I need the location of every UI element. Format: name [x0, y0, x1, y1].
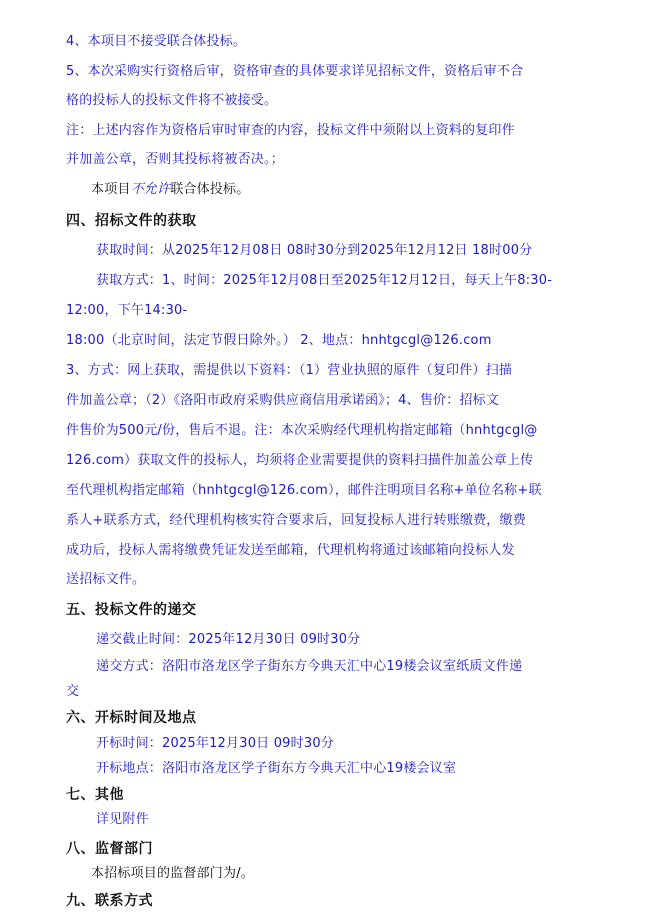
acquire-method-line2: 12:00，下午14:30-	[66, 303, 188, 318]
acquire-method-line1: 获取方式：1、时间：2025年12月08日至2025年12月12日，每天上午8:30-	[96, 273, 553, 288]
acquire-method-line9: 系人+联系方式，经代理机构核实符合要求后，回复投标人进行转账缴费，缴费	[66, 513, 526, 528]
other-content: 详见附件	[96, 812, 149, 827]
section-8-heading: 八、监督部门	[66, 841, 153, 857]
submit-method-line2: 交	[66, 684, 80, 699]
consortium-prefix: 本项目	[91, 182, 131, 197]
section-4-heading: 四、招标文件的获取	[66, 213, 197, 229]
item-5-qualification-line1: 5、本次采购实行资格后审，资格审查的具体要求详见招标文件，资格后审不合	[66, 64, 524, 79]
section-6-heading: 六、开标时间及地点	[66, 710, 197, 726]
submit-deadline: 递交截止时间：2025年12月30日 09时30分	[96, 632, 361, 647]
item-5-qualification-line2: 格的投标人的投标文件将不被接受。	[66, 93, 278, 108]
opening-place: 开标地点：洛阳市洛龙区学子街东方今典天汇中心19楼会议室	[96, 761, 457, 776]
consortium-not-allowed: 不允许	[130, 182, 171, 197]
acquire-method-line8: 至代理机构指定邮箱（hnhtgcgl@126.com），邮件注明项目名称+单位名称+联	[66, 483, 542, 498]
note-line2: 并加盖公章，否则其投标将被否决。；	[66, 152, 284, 167]
consortium-suffix: 联合体投标。	[170, 182, 250, 197]
acquire-method-line6: 件售价为500元/份，售后不退。注：本次采购经代理机构指定邮箱（hnhtgcgl@	[66, 423, 538, 438]
acquire-time: 获取时间：从2025年12月08日 08时30分到2025年12月12日 18时00分	[96, 243, 533, 258]
item-4-no-consortium: 4、本项目不接受联合体投标。	[66, 34, 247, 49]
acquire-method-line11: 送招标文件。	[66, 572, 146, 587]
acquire-method-line5: 件加盖公章；（2）《洛阳市政府采购供应商信用承诺函》；4、售价：招标文	[66, 393, 500, 408]
acquire-method-line3: 18:00（北京时间，法定节假日除外。） 2、地点：hnhtgcgl@126.com	[66, 333, 492, 348]
acquire-method-line4: 3、方式：网上获取，需提供以下资料：（1）营业执照的原件（复印件）扫描	[66, 363, 513, 378]
opening-time: 开标时间：2025年12月30日 09时30分	[96, 736, 334, 751]
acquire-method-line7: 126.com）获取文件的投标人，均须将企业需要提供的资料扫描件加盖公章上传	[66, 453, 534, 468]
acquire-method-line10: 成功后，投标人需将缴费凭证发送至邮箱，代理机构将通过该邮箱向投标人发	[66, 543, 515, 558]
note-line1: 注：上述内容作为资格后审时审查的内容，投标文件中须附以上资料的复印件	[66, 123, 515, 138]
submit-method-line1: 递交方式：洛阳市洛龙区学子街东方今典天汇中心19楼会议室纸质文件递	[96, 659, 523, 674]
section-7-heading: 七、其他	[66, 787, 124, 803]
section-9-heading: 九、联系方式	[66, 893, 153, 909]
consortium-statement	[91, 181, 249, 199]
supervision-content: 本招标项目的监督部门为/。	[91, 866, 254, 881]
section-5-heading: 五、投标文件的递交	[66, 602, 197, 618]
